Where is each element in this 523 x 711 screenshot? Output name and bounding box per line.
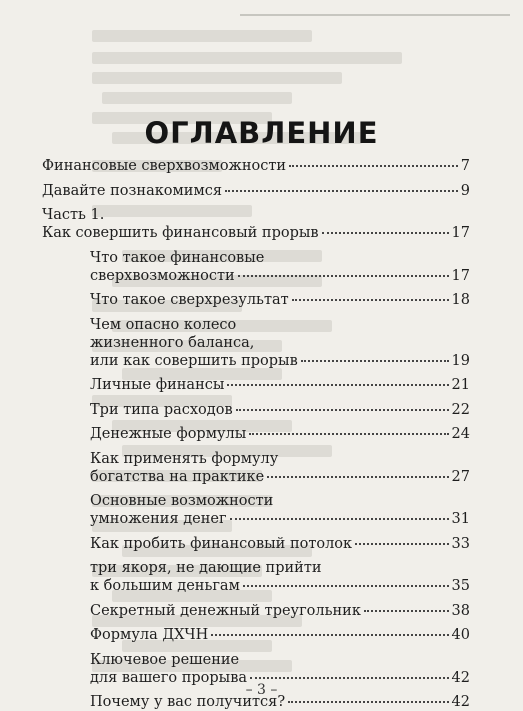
toc-entry-text: Что такое сверхрезультат — [90, 292, 289, 308]
toc-entry-text: или как совершить прорыв — [90, 352, 298, 369]
dot-leader — [249, 433, 448, 435]
toc-entry-text: Личные финансы — [90, 377, 225, 393]
bleed-through-line — [102, 92, 292, 104]
toc-page-number: 17 — [451, 267, 470, 284]
dot-leader — [322, 232, 449, 234]
toc-page-number: 7 — [460, 158, 470, 174]
toc-entry-text: к большим деньгам — [90, 578, 240, 594]
dot-leader — [364, 610, 449, 612]
toc-entry[interactable] — [42, 157, 470, 175]
toc-entry[interactable] — [90, 559, 470, 595]
toc-entry-text: Основные возможности — [90, 493, 274, 509]
toc-entry[interactable] — [42, 182, 470, 200]
toc-entry-text: жизненного баланса, — [90, 334, 255, 351]
toc-entry-text: умножения денег — [90, 511, 227, 527]
toc-entry[interactable] — [90, 450, 470, 486]
dot-leader — [227, 384, 448, 386]
toc-entry[interactable] — [90, 401, 470, 419]
toc-page-number: 19 — [451, 352, 470, 369]
toc-page-number: 35 — [451, 578, 470, 594]
toc-page-number: 33 — [451, 535, 470, 552]
toc-page-number: 21 — [451, 377, 470, 393]
page-title: ОГЛАВЛЕНИЕ — [144, 116, 379, 150]
toc-entry-text: Формула ДХЧН — [90, 627, 209, 643]
toc-entry[interactable] — [90, 492, 470, 528]
toc-entry-text: Три типа расходов — [90, 401, 233, 418]
toc-entry-text: Как совершить финансовый прорыв — [42, 225, 319, 241]
toc-page-number: 42 — [451, 694, 470, 710]
toc-page-number: 27 — [451, 468, 470, 485]
dot-leader — [289, 165, 458, 167]
toc-entry[interactable] — [90, 291, 470, 309]
toc-page-number: 31 — [451, 511, 470, 527]
toc-entry-text: Ключевое решение — [90, 651, 240, 668]
dot-leader — [230, 518, 449, 520]
bleed-through-line — [92, 72, 342, 84]
toc-entry[interactable] — [90, 376, 470, 394]
page-number: – 3 – — [245, 682, 278, 698]
dot-leader — [288, 701, 448, 703]
toc-entry-text: Почему у вас получится? — [90, 694, 286, 710]
toc-entry-text: сверхвозможности — [90, 267, 235, 284]
toc-entry-text: три якоря, не дающие прийти — [90, 560, 322, 576]
toc-entry-text: Часть 1. — [42, 207, 105, 223]
dot-leader — [238, 275, 449, 277]
toc-entry[interactable] — [90, 626, 470, 644]
toc-entry-text: богатства на практике — [90, 468, 265, 485]
toc-entry-text: Чем опасно колесо — [90, 316, 237, 333]
toc-entry-text: Давайте познакомимся — [42, 182, 223, 199]
toc-entry-text: Финансовые сверхвозможности — [42, 158, 287, 174]
toc-page-number: 38 — [451, 602, 470, 619]
toc-page-number: 40 — [451, 627, 470, 643]
toc-entry-text: Как пробить финансовый потолок — [90, 535, 353, 552]
toc-entry[interactable] — [90, 425, 470, 443]
toc-page-number: 22 — [451, 401, 470, 418]
dot-leader — [243, 585, 449, 587]
toc-page-number: 42 — [451, 669, 470, 686]
toc-page-number: 9 — [460, 182, 470, 199]
toc-entry[interactable] — [90, 602, 470, 620]
dot-leader — [236, 409, 449, 411]
toc-entry[interactable] — [90, 249, 470, 285]
dot-leader — [301, 360, 449, 362]
toc-entry[interactable] — [42, 206, 470, 242]
toc-page-number: 24 — [451, 426, 470, 442]
dot-leader — [355, 543, 448, 545]
toc-page-number: 17 — [451, 225, 470, 241]
toc-entry[interactable] — [90, 535, 470, 553]
toc-entry-text: Что такое финансовые — [90, 249, 265, 266]
toc-entry-text: для вашего прорыва — [90, 669, 248, 686]
dot-leader — [267, 476, 448, 478]
bleed-through-line — [92, 30, 312, 42]
dot-leader — [225, 190, 458, 192]
dot-leader — [211, 634, 448, 636]
toc-entry-text: Как применять формулу — [90, 450, 279, 467]
toc-entry[interactable] — [90, 316, 470, 370]
toc-page-number: 18 — [451, 292, 470, 308]
toc-entry-text: Денежные формулы — [90, 426, 247, 442]
toc-entry-text: Секретный денежный треугольник — [90, 602, 361, 619]
dot-leader — [292, 299, 449, 301]
bleed-through-line — [92, 52, 402, 64]
dot-leader — [250, 677, 449, 679]
